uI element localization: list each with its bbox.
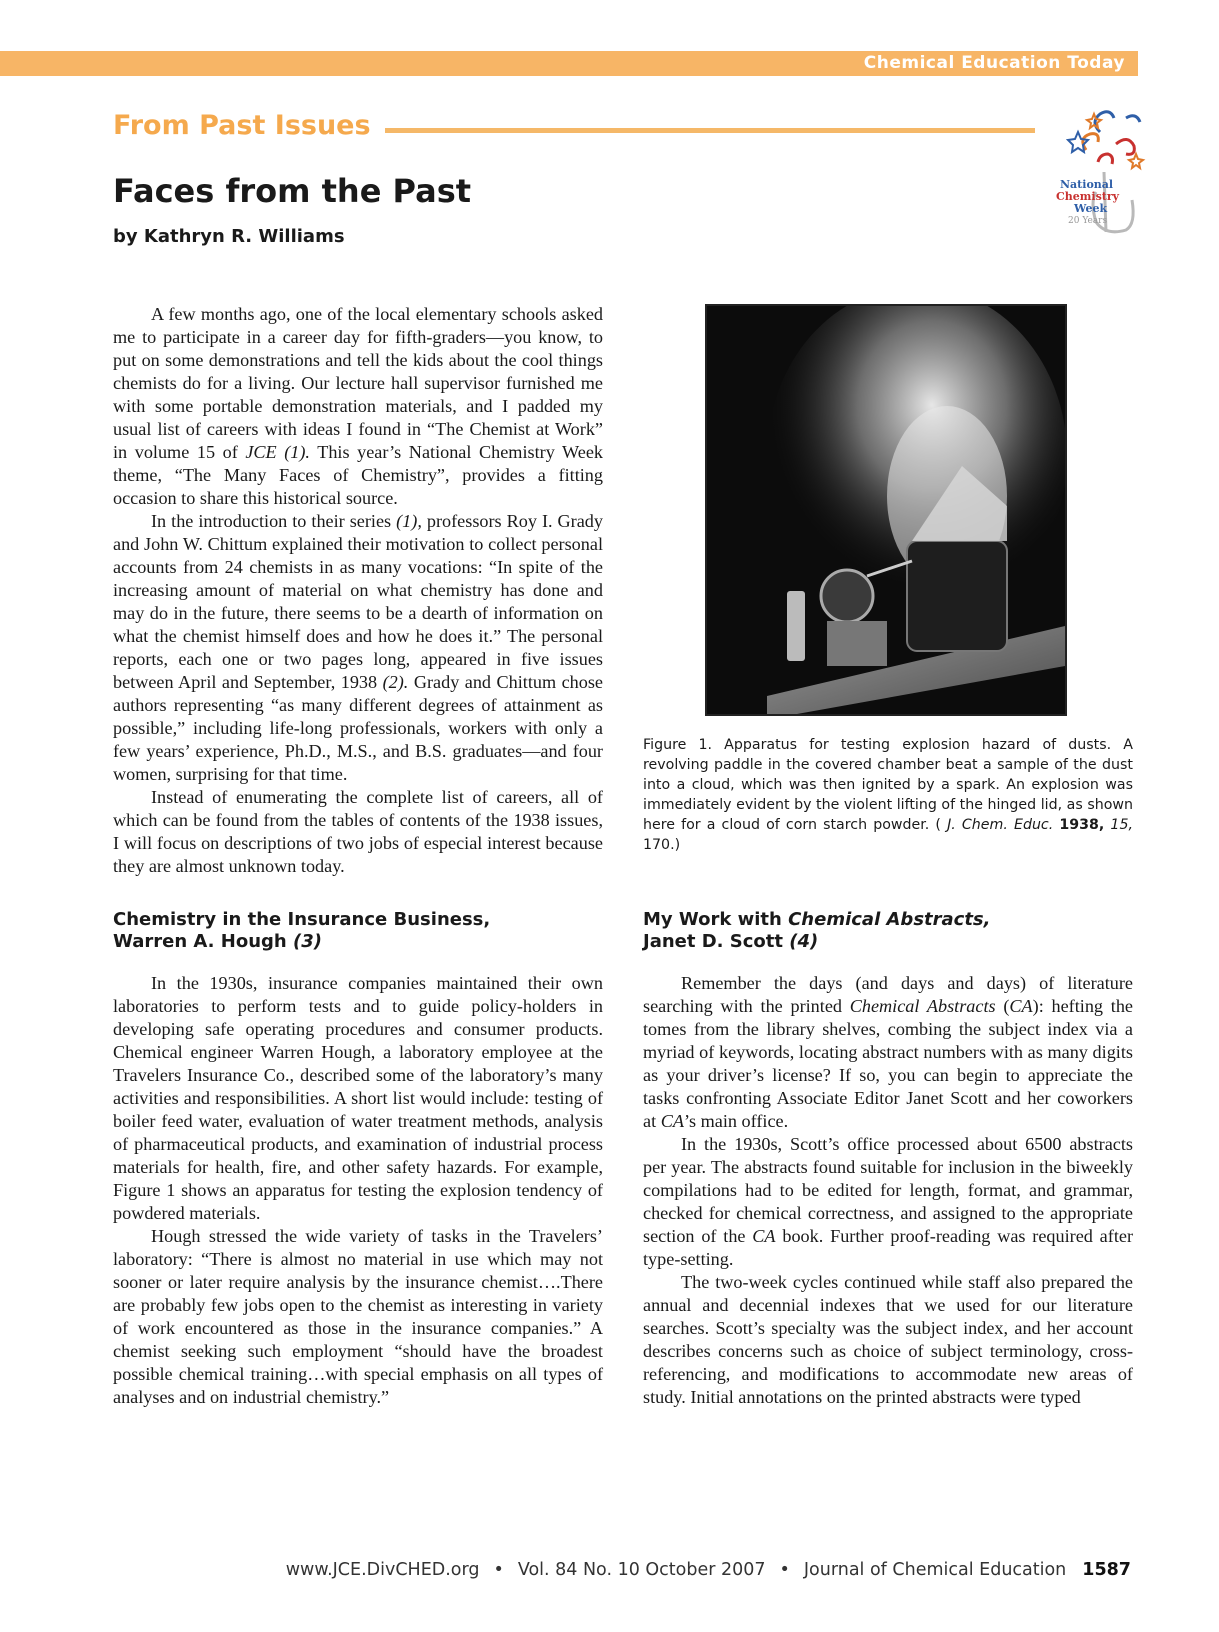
page-footer xyxy=(286,1560,1131,1580)
dust-chamber xyxy=(907,541,1007,651)
journal-section-label: Chemical Education Today xyxy=(863,53,1125,73)
insurance-section-body xyxy=(113,972,603,1409)
star-orange xyxy=(1129,154,1143,168)
logo-text-line4: 20 Years xyxy=(1068,216,1108,226)
gas-cylinder xyxy=(787,591,805,661)
intro-paragraph-2: In the introduction to their series (1), professors Roy I. Grady and John W. Chittum explained their motivation to collect personal accounts from 24 chemists in as many vocations: “In spite of the increasing amount of material on what chemistry has done and may do in the future, there seems to be a dearth of information on what the chemist himself does and how he does it.” The personal reports, each one or two pages long, appeared in five issues between April and September, 1938 (2). Grady and Chittum chose authors representing “as many different degrees of attainment as possible,” including life-long professionals, workers with only a few years’ experience, Ph.D., M.S., and B.S. graduates—and four women, surprising for that time. xyxy=(113,511,604,784)
swirl-red-2 xyxy=(1098,154,1113,164)
section-rule xyxy=(385,128,1035,133)
intro-paragraph-1: A few months ago, one of the local elementary schools asked me to participate in a career day for fifth-graders—you know, to put on some demonstrations and tell the kids about the cool things chemists do for a living. Our lecture hall supervisor furnished me with some portable demonstration materials, and I padded my usual list of careers with ideas I found in “The Chemist at Work” in volume 15 of JCE (1). This year’s National Chemistry Week theme, “The Many Faces of Chemistry”, provides a fitting occasion to share this historical source. xyxy=(113,304,603,508)
footer-bullet-1: • xyxy=(493,1560,504,1580)
figure-1-photo xyxy=(705,304,1067,716)
section-label: From Past Issues xyxy=(113,110,371,141)
intro-paragraph-3: Instead of enumerating the complete list of careers, all of which can be found from the tables of contents of the 1938 issues, I will focus on descriptions of two jobs of especial interest because they are almost unknown today. xyxy=(113,787,603,876)
abstracts-paragraph-2: In the 1930s, Scott’s office processed about 6500 abstracts per year. The abstracts found suitable for inclusion in the biweekly compilations had to be edited for length, format, and grammar, checked for chemical correctness, and assigned to the appropriate section of the CA book. Further proof-reading was required after type-setting. xyxy=(643,1134,1133,1269)
byline: by Kathryn R. Williams xyxy=(113,226,345,247)
header-band-cap xyxy=(1133,51,1138,76)
insurance-section-heading: Chemistry in the Insurance Business, Warren A. Hough (3) xyxy=(113,909,491,952)
header-band xyxy=(0,51,1133,76)
fireworks-hand-icon xyxy=(1038,92,1168,247)
insurance-paragraph-1: In the 1930s, insurance companies maintained their own laboratories to perform tests and to guide policy-holders in developing safe operating procedures and consumer products. Chemical engineer Warren Hough, a laboratory employee at the Travelers Insurance Co., described some of the laboratory’s many activities and responsibilities. A short list would include: testing of boiler feed water, evaluation of water treatment methods, analysis of pharmaceutical products, and examination of industrial process materials for health, fire, and other safety hazards. For example, Figure 1 shows an apparatus for testing the explosion tendency of powdered materials. xyxy=(113,973,603,1223)
article-title: Faces from the Past xyxy=(113,172,472,210)
logo-text-line2: Chemistry xyxy=(1056,190,1120,203)
insurance-paragraph-2: Hough stressed the wide variety of tasks in the Travelers’ laboratory: “There is almost no material in use which may not sooner or later require analysis by the insurance chemist….There are probably few jobs open to the chemist as interesting in variety of work encountered as those in the insurance companies.” A chemist seeking such employment “should have the broadest possible chemical training…with special emphasis on all types of analyses and on industrial chemistry.” xyxy=(113,1226,603,1407)
swirl-blue-2 xyxy=(1126,116,1140,122)
swirl-red xyxy=(1116,139,1134,154)
footer-journal: Journal of Chemical Education xyxy=(803,1560,1067,1580)
abstracts-section-heading: My Work with Chemical Abstracts, Janet D. Scott (4) xyxy=(643,909,991,952)
transformer-box xyxy=(827,621,887,666)
explosion-apparatus-photo xyxy=(707,306,1065,714)
footer-bullet-2: • xyxy=(779,1560,790,1580)
footer-url[interactable]: www.JCE.DivCHED.org xyxy=(285,1560,480,1580)
abstracts-paragraph-3: The two-week cycles continued while staff also prepared the annual and decennial indexes that we used for our literature searches. Scott’s specialty was the subject index, and her account describes concerns such as choice of subject terminology, cross-referencing, and modifications to accommodate new areas of study. Initial annotations on the printed abstracts were typed xyxy=(643,1272,1133,1407)
figure-1-caption: Figure 1. Apparatus for testing explosion hazard of dusts. A revolving paddle in the covered chamber beat a sample of the dust into a cloud, which was then ignited by a spark. An explosion was immediately evident by the violent lifting of the hinged lid, as shown here for a cloud of corn starch powder. ( J. Chem. Educ. 1938, 15, 170.) xyxy=(643,737,1133,853)
logo-text-line1: National xyxy=(1060,178,1114,191)
logo-text-line3: Week xyxy=(1074,202,1108,215)
spark-coil xyxy=(821,570,873,622)
footer-volume: Vol. 84 No. 10 October 2007 xyxy=(517,1560,766,1580)
abstracts-paragraph-1: Remember the days (and days and days) of literature searching with the printed Chemical Abstracts (CA): hefting the tomes from the library shelves, combing the subject index via a myriad of keywords, locating abstract numbers with as many digits as your driver’s license? If so, you can begin to appreciate the tasks confronting Associate Editor Janet Scott and her coworkers at CA’s main office. xyxy=(643,973,1133,1131)
page-number: 1587 xyxy=(1082,1560,1131,1580)
national-chemistry-week-logo xyxy=(1038,92,1168,247)
abstracts-section-body xyxy=(643,972,1133,1409)
intro-column xyxy=(113,303,603,878)
